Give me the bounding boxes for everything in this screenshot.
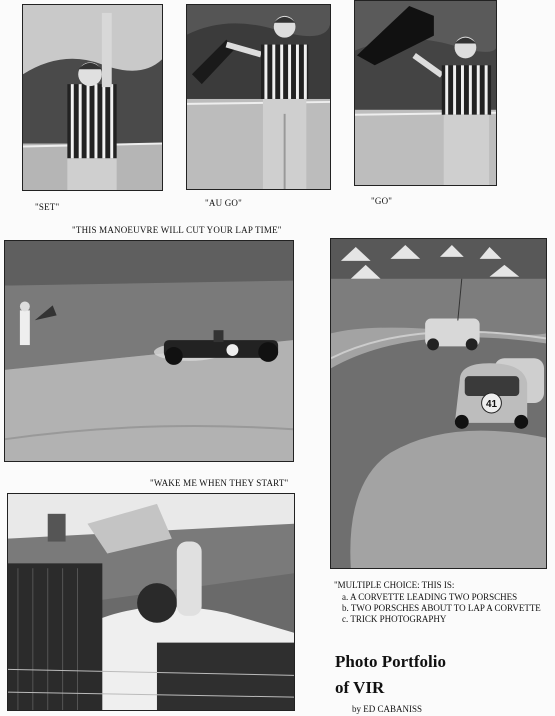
caption-wake: "WAKE ME WHEN THEY START" <box>150 478 289 488</box>
car-number-41: 41 <box>486 398 498 410</box>
sleeping-spectator-photo <box>7 493 295 711</box>
flagman-au-go-photo <box>186 4 331 190</box>
caption-go: "GO" <box>371 196 393 206</box>
option-a: a. A CORVETTE LEADING TWO PORSCHES <box>342 592 518 602</box>
option-b: b. TWO PORSCHES ABOUT TO LAP A CORVETTE <box>342 603 541 613</box>
multiple-choice-question: "MULTIPLE CHOICE: THIS IS: <box>334 580 455 590</box>
flagman-set-photo <box>22 4 163 191</box>
option-c: c. TRICK PHOTOGRAPHY <box>342 614 447 624</box>
byline: by ED CABANISS <box>352 704 423 714</box>
caption-manoeuvre: "THIS MANOEUVRE WILL CUT YOUR LAP TIME" <box>72 225 282 235</box>
race-car-spin-photo <box>4 240 294 462</box>
flagman-go-photo <box>354 0 497 186</box>
multiple-choice-options <box>342 592 541 625</box>
portfolio-title-line2: of VIR <box>335 678 385 697</box>
racetrack-corner-photo <box>330 238 547 569</box>
caption-set: "SET" <box>35 202 60 212</box>
portfolio-title-line1: Photo Portfolio <box>335 652 446 671</box>
caption-au-go: "AU GO" <box>205 198 242 208</box>
